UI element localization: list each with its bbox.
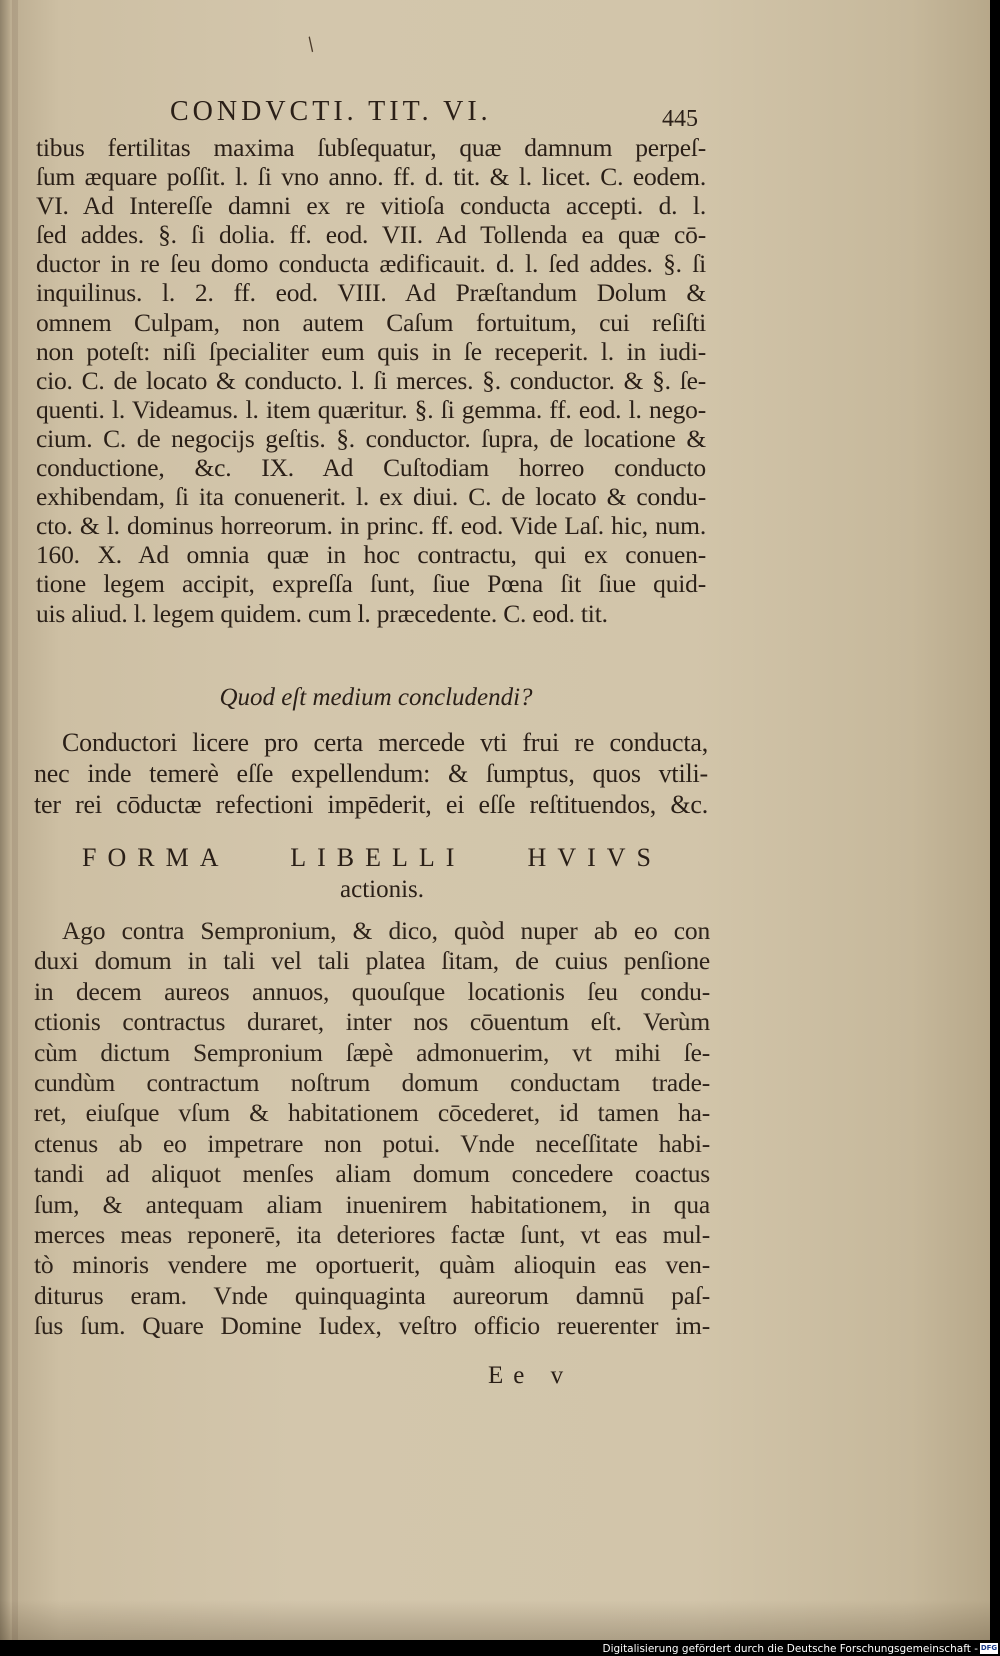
dfg-logo-icon: DFG <box>980 1644 998 1652</box>
text-line: omnem Culpam, non autem Caſum fortuitum, cui reſiſti <box>36 307 706 337</box>
text-line: cio. C. de locato & conducto. l. ſi merces. §. conductor. & §. ſe- <box>36 365 706 395</box>
signature-mark: Ee v <box>488 1362 574 1389</box>
text-line: ſum, & antequam aliam inuenirem habitationem, in qua <box>34 1189 710 1219</box>
text-line: cundùm contractum noſtrum domum conductam trade- <box>34 1067 710 1097</box>
text-line: exhibendam, ſi ita conuenerit. l. ex diui. C. de locato & condu- <box>36 482 706 512</box>
text-line: in decem aureos annuos, quouſque locationis ſeu condu- <box>34 976 710 1006</box>
text-line: Conductori licere pro certa mercede vti frui re conducta, <box>62 728 708 757</box>
funding-credit: Digitalisierung gefördert durch die Deutsche Forschungsgemeinschaft - <box>602 1643 978 1655</box>
section-heading: FORMA LIBELLI HVIVS <box>82 843 662 872</box>
text-line: quenti. l. Videamus. l. item quæritur. §. ſi gemma. ff. eod. l. nego- <box>36 394 706 424</box>
text-line: conductione, &c. IX. Ad Cuſtodiam horreo conducto <box>36 453 706 483</box>
text-line: ctenus ab eo impetrare non potui. Vnde neceſſitate habi- <box>34 1128 710 1158</box>
text-line: uis aliud. l. legem quidem. cum l. præcedente. C. eod. tit. <box>36 598 608 628</box>
text-line: duxi domum in tali vel tali platea ſitam, de cuius penſione <box>34 946 710 976</box>
text-line: ductor in re ſeu domo conducta ædificauit. d. l. ſed addes. §. ſi <box>36 249 706 279</box>
conclusion-paragraph <box>34 727 708 820</box>
page-number: 445 <box>662 106 698 132</box>
text-line: cium. C. de negocijs geſtis. §. conductor. ſupra, de locatione & <box>36 423 706 453</box>
text-line: cto. & l. dominus horreorum. in princ. ff. eod. Vide Laſ. hic, num. <box>36 511 706 541</box>
text-line: merces meas reponerē, ita deteriores factæ ſunt, vt eas mul- <box>34 1219 710 1249</box>
text-line: tione legem accipit, expreſſa ſunt, ſiue Pœna ſit ſiue quid- <box>36 569 706 599</box>
text-line: VI. Ad Intereſſe damni ex re vitioſa conducta accepti. d. l. <box>36 191 706 221</box>
page-edge-shadow <box>12 0 18 1640</box>
tick-mark: / <box>303 33 319 56</box>
text-line: cùm dictum Sempronium ſæpè admonuerim, vt mihi ſe- <box>34 1037 710 1067</box>
text-line: non poteſt: niſi ſpecialiter eum quis in ſe receperit. l. in iudi- <box>36 336 706 366</box>
text-line: tandi ad aliquot menſes aliam domum concedere coactus <box>34 1159 710 1189</box>
text-line: Ago contra Sempronium, & dico, quòd nuper ab eo con <box>62 916 710 945</box>
text-line: tibus fertilitas maxima ſubſequatur, quæ damnum perpeſ- <box>36 133 706 162</box>
text-line: inquilinus. l. 2. ff. eod. VIII. Ad Præſtandum Dolum & <box>36 278 706 308</box>
text-line: ſum æquare poſſit. l. ſi vno anno. ff. d. tit. & l. licet. C. eodem. <box>36 162 706 192</box>
text-line: ctionis contractus duraret, inter nos cōuentum eſt. Verùm <box>34 1007 710 1037</box>
text-line: ſed addes. §. ſi dolia. ff. eod. VII. Ad Tollenda ea quæ cō- <box>36 220 706 250</box>
text-line: tò minoris vendere me oportuerit, quàm alioquin eas ven- <box>34 1250 710 1280</box>
text-line: ter rei cōductæ refectioni impēderit, ei eſſe reſtituendos, &c. <box>34 790 708 819</box>
footer-bar <box>0 1640 1000 1656</box>
question-heading: Quod eſt medium concludendi? <box>219 684 533 711</box>
text-line: ret, eiuſque vſum & habitationem cōcederet, id tamen ha- <box>34 1098 710 1128</box>
text-line: diturus eram. Vnde quinquaginta aureorum damnū paſ- <box>34 1280 710 1310</box>
text-line: nec inde temerè eſſe expellendum: & ſumptus, quos vtili- <box>34 759 708 788</box>
body-text <box>36 133 706 628</box>
section-subheading: actionis. <box>340 876 425 903</box>
formula-paragraph <box>34 916 710 1341</box>
running-head: CONDVCTI. TIT. VI. <box>170 96 492 127</box>
text-line: ſus ſum. Quare Domine Iudex, veſtro officio reuerenter im- <box>34 1311 710 1341</box>
text-line: 160. X. Ad omnia quæ in hoc contractu, qui ex conuen- <box>36 540 706 570</box>
